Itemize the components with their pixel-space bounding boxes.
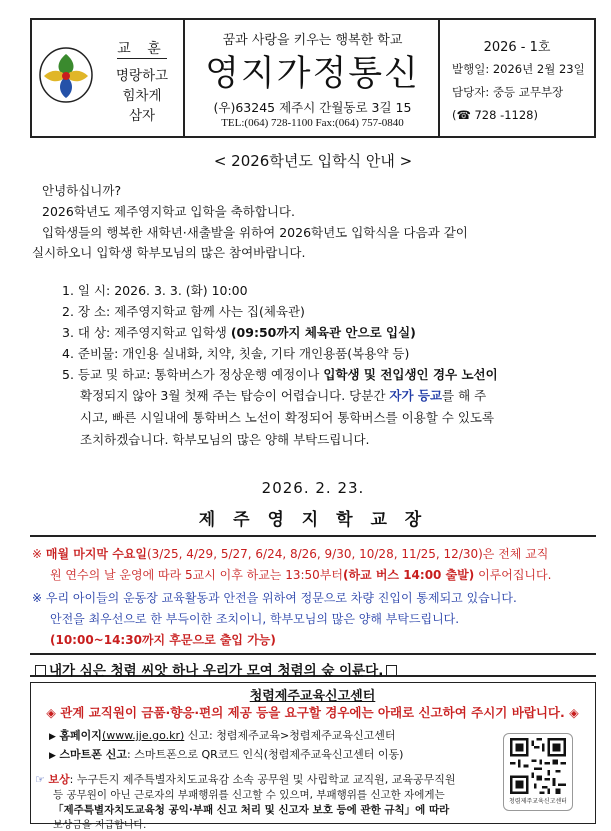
contact-line	[452, 108, 538, 122]
newsletter-name: 영지가정통신	[205, 54, 420, 94]
section-title: < 2026학년도 입학식 안내 >	[213, 152, 413, 170]
additional-notices	[30, 535, 596, 653]
school-address: (우)63245 제주시 간월동로 3길 15	[213, 100, 412, 115]
principal-signature: 제 주 영 지 학 교 장	[198, 510, 428, 530]
title-cell	[185, 20, 440, 136]
square-icon	[386, 665, 397, 676]
list-item-date: 1. 일 시: 2026. 3. 3. (화) 10:00	[62, 283, 248, 298]
qr-code-card[interactable]	[503, 733, 573, 811]
newsletter-page	[30, 18, 596, 831]
notice-teacher-training: ※ 매월 마지막 수요일(3/25, 4/29, 5/27, 6/24, 8/26, 9/30, 10/28, 11/25, 12/30)은 전체 교직	[32, 547, 549, 561]
list-item-continuation: 확정되지 않아 3월 첫째 주는 탑승이 어렵습니다. 당분간 자가 등교를 해 주	[80, 388, 487, 403]
notice-back-gate: (10:00~14:30까지 후문으로 출입 가능)	[50, 633, 276, 647]
list-item-continuation: 시고, 빠른 시일내에 통학버스 노선이 확정되어 통학버스를 이용할 수 있도록	[80, 410, 495, 425]
motto-line: 삼자	[128, 108, 156, 124]
report-warning: ◈ 관계 교직원이 금품·향응·편의 제공 등을 요구할 경우에는 아래로 신고하여 주시기 바랍니다. ◈	[46, 705, 579, 720]
triangle-bullet-icon: ▶	[49, 732, 56, 742]
intro-line: 실시하오니 입학생 학부모님의 많은 참여바랍니다.	[32, 245, 306, 260]
list-item-place: 2. 장 소: 제주영지학교 함께 사는 집(체육관)	[62, 304, 305, 319]
list-item-commute: 5. 등교 및 하교: 통학버스가 정상운행 예정이나 입학생 및 전입생인 경우 노선이	[62, 367, 498, 382]
contact-number: 728 -1128)	[474, 108, 538, 122]
notice-gate-control: ※ 우리 아이들의 운동장 교육활동과 안전을 위하여 정문으로 차량 진입이 통제되고 있습니다.	[32, 591, 517, 605]
pointing-hand-icon: ☞	[35, 773, 45, 786]
triangle-bullet-icon: ▶	[49, 751, 56, 761]
reward-line: 보상금을 지급합니다.	[53, 820, 147, 831]
homepage-link[interactable]: (www.jje.go.kr)	[101, 729, 185, 742]
phone-fax: TEL:(064) 728-1100 Fax:(064) 757-0840	[221, 117, 404, 129]
motto-line: 힘차게	[122, 88, 162, 104]
issue-info-cell	[440, 20, 594, 136]
motto-title: 교 훈	[117, 41, 167, 57]
intro-line: 입학생들의 행복한 새학년·새출발을 위하여 2026학년도 입학식을 다음과 같이	[42, 225, 468, 240]
department: 담당자: 중등 교무부장	[452, 85, 564, 99]
square-icon	[35, 665, 46, 676]
newsletter-header	[30, 18, 596, 138]
reward-line: 등 공무원이 아닌 근로자의 부패행위를 신고할 수 있으며, 부패행위를 신고한 자에게는	[53, 789, 445, 801]
phone-icon: (☎	[452, 108, 475, 122]
school-logo-icon	[38, 46, 94, 104]
motto-line: 명랑하고	[115, 68, 169, 84]
list-item-continuation: 조치하겠습니다. 학부모님의 많은 양해 부탁드립니다.	[80, 432, 370, 447]
report-center-box	[30, 682, 596, 831]
report-center-title: 청렴제주교육신고센터	[249, 689, 376, 704]
notice-continuation: 원 연수의 날 운영에 따라 5교시 이후 하교는 13:50부터(하교 버스 14:00 출발) 이루어집니다.	[50, 568, 552, 582]
congrats-line: 2026학년도 제주영지학교 입학을 축하합니다.	[42, 204, 295, 219]
notice-continuation: 안전을 최우선으로 한 부득이한 조치이니, 학부모님의 많은 양해 부탁드립니다.	[50, 612, 460, 626]
reward-line: ☞ 보상: 누구든지 제주특별자치도교육감 소속 공무원 및 사립학교 교직원, 교육공무직원	[35, 773, 456, 786]
school-slogan: 꿈과 사랑을 키우는 행복한 학교	[222, 33, 403, 48]
list-item-target: 3. 대 상: 제주영지학교 입학생 (09:50까지 체육관 안으로 입실)	[62, 325, 416, 340]
logo-motto-cell	[32, 20, 185, 136]
qr-code-icon	[510, 738, 566, 794]
issue-body-date: 2026. 2. 23.	[261, 479, 365, 497]
issue-number: 2026 - 1호	[483, 40, 551, 55]
reward-line: 「제주특별자치도교육청 공익·부패 신고 처리 및 신고자 보호 등에 관한 규칙」에 따라	[53, 804, 450, 816]
integrity-slogan-banner: 내가 심은 청렴 씨앗 하나 우리가 모여 청렴의 숲 이룬다.	[30, 653, 596, 677]
homepage-report: ▶ 홈페이지(www.jje.go.kr) 신고: 청렴제주교육>청렴제주교육신고센터	[49, 729, 396, 742]
qr-caption: 청렴제주교육신고센터	[509, 798, 567, 805]
greeting: 안녕하십니까?	[42, 183, 122, 198]
smartphone-report: ▶ 스마트폰 신고: 스마트폰으로 QR코드 인식(청렴제주교육신고센터 이동)	[49, 748, 404, 761]
list-item-supplies: 4. 준비물: 개인용 실내화, 치약, 칫솔, 기타 개인용품(복용약 등)	[62, 346, 410, 361]
issue-date: 발행일: 2026년 2월 23일	[452, 62, 585, 76]
